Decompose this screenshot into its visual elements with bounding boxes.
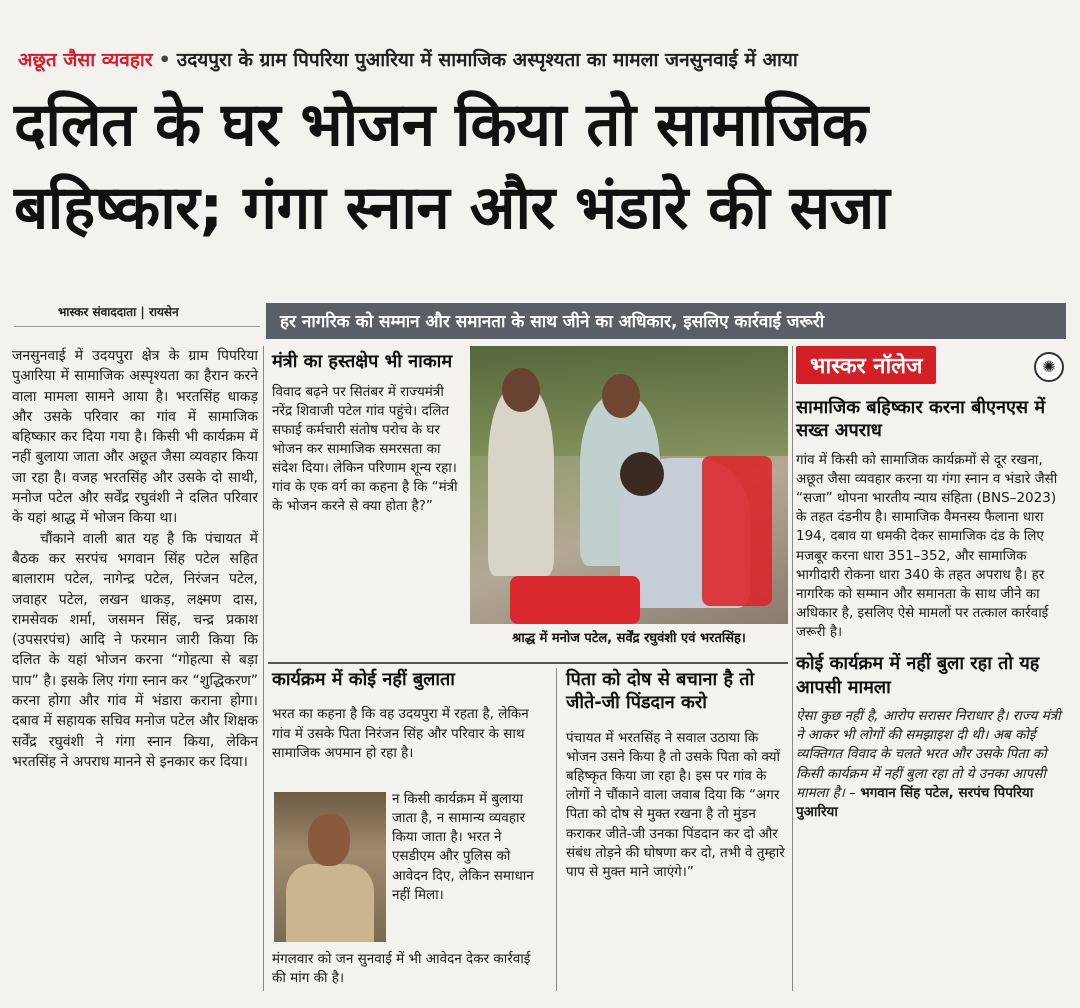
knowledge-heading: सामाजिक बहिष्कार करना बीएनएस में सख्त अपराध bbox=[796, 397, 1046, 442]
section-banner: हर नागरिक को सम्मान और समानता के साथ जीने का अधिकार, इसलिए कार्रवाई जरूरी bbox=[266, 303, 1066, 339]
left-column bbox=[12, 346, 258, 772]
sarpanch-quote bbox=[796, 707, 1066, 822]
kicker-line bbox=[18, 46, 1064, 72]
knowledge-badge: भास्कर नॉलेज bbox=[796, 346, 936, 384]
headline bbox=[14, 84, 1066, 250]
main-photo bbox=[470, 346, 788, 624]
pita-text: पंचायत में भरतसिंह ने सवाल उठाया कि भोजन उसने किया है तो उसके पिता को क्यों बहिष्कृत किया जा रहा है। इस पर गांव के लोगों ने चौंकाने वाला जवाब दिया कि “अगर पिता को दोष से मुक्त रखना है तो मुंडन कराकर जीते-जी उनका पिंडदान कर दो और संबंध तोड़ने की घोषणा कर दो, तभी वे तुम्हारे पाप से मुक्त माने जाएंगे।” bbox=[566, 729, 785, 880]
mantri-story bbox=[272, 350, 462, 516]
story-divider bbox=[268, 662, 788, 664]
karyakram-text-3: मंगलवार को जन सुनवाई में भी आवेदन देकर कार्रवाई की मांग की है। bbox=[272, 951, 531, 987]
knowledge-heading-2: कोई कार्यक्रम में नहीं बुला रहा तो यह आपसी मामला bbox=[796, 653, 1040, 698]
quote-attribution: भगवान सिंह पटेल, सरपंच पिपरिया पुआरिया bbox=[796, 784, 1034, 820]
mantri-text: विवाद बढ़ने पर सितंबर में राज्यमंत्री नरेंद्र शिवाजी पटेल गांव पहुंचे। दलित सफाई कर्मचारी संतोष परोच के घर भोजन कर सामाजिक समरसता का संदेश दिया। लेकिन परिणाम शून्य रहा। गांव के एक वर्ग का कहना है कि “मंत्री के भोजन करने से क्या होता है?” bbox=[272, 384, 458, 514]
photo-head-2 bbox=[602, 374, 640, 418]
knowledge-text: गांव में किसी को सामाजिक कार्यक्रमों से दूर रखना, अछूत जैसा व्यवहार करना या गंगा स्नान व भंडारे जैसी “सजा” थोपना भारतीय न्याय संहिता (BNS–2023) के तहत दंडनीय है। सामाजिक वैमनस्य फैलाना धारा 194, दबाव या धमकी देकर सामाजिक दंड के लिए मजबूर करना धारा 351–352, और सामाजिक भागीदारी रोकना धारा 340 के तहत अपराध है। हर नागरिक को सम्मान और समानता के साथ जीने का अधिकार है, इसलिए ऐसे मामलों पर तत्काल कार्रवाई जरूरी है। bbox=[796, 451, 1058, 641]
photo-head-1 bbox=[502, 368, 540, 412]
photo-red-chair-1 bbox=[510, 576, 640, 624]
kicker-label: अछूत जैसा व्यवहार bbox=[18, 49, 153, 71]
karyakram-heading: कार्यक्रम में कोई नहीं बुलाता bbox=[272, 669, 455, 690]
photo-body bbox=[286, 864, 374, 942]
column-divider-2 bbox=[556, 668, 557, 991]
byline-divider bbox=[14, 326, 260, 327]
karyakram-story bbox=[272, 668, 544, 763]
mantri-heading: मंत्री का हस्तक्षेप भी नाकाम bbox=[272, 351, 453, 372]
kicker-dot: • bbox=[158, 49, 171, 71]
column-divider-3 bbox=[792, 346, 793, 991]
kicker-text: उदयपुरा के ग्राम पिपरिया पुआरिया में सामाजिक अस्पृश्यता का मामला जनसुनवाई में आया bbox=[176, 49, 798, 71]
photo-head-3 bbox=[620, 452, 664, 496]
photo-face bbox=[308, 814, 350, 866]
quote-text: ऐसा कुछ नहीं है, आरोप सरासर निराधार है। राज्य मंत्री ने आकर भी लोगों की समझाइश दी थी। अब कोई व्यक्तिगत विवाद के चलते भरत और उसके पिता को किसी कार्यक्रम में नहीं बुला रहा तो ये उनका आपसी मामला है। – bbox=[796, 708, 1061, 801]
pita-heading: पिता को दोष से बचाना है तो जीते-जी पिंडदान करो bbox=[566, 669, 755, 714]
column-divider-1 bbox=[263, 346, 264, 991]
karyakram-text-1: भरत का कहना है कि वह उदयपुरा में रहता है, लेकिन गांव में उसके पिता निरंजन सिंह और परिवार के साथ सामाजिक अपमान हो रहा है। bbox=[272, 706, 529, 761]
bharat-singh-photo bbox=[274, 792, 386, 942]
karyakram-text-2: न किसी कार्यक्रम में बुलाया जाता है, न सामान्य व्यवहार किया जाता है। भरत ने एसडीएम और पुलिस को आवेदन दिए, लेकिन समाधान नहीं मिला। bbox=[392, 791, 534, 903]
main-photo-caption: श्राद्ध में मनोज पटेल, सर्वेंद्र रघुवंशी एवं भरतसिंह। bbox=[512, 631, 746, 646]
pita-story bbox=[566, 668, 790, 882]
left-para-1: जनसुनवाई में उदयपुरा क्षेत्र के ग्राम पिपरिया पुआरिया में सामाजिक अस्पृश्यता का हैरान करने वाला मामला सामने आया है। भरतसिंह धाकड़ और उसके परिवार का गांव में सामाजिक बहिष्कार कर दिया गया है। किसी भी कार्यक्रम में नहीं बुलाया जाता और अछूत जैसा व्यवहार किया जा रहा है। वजह भरतसिंह और उसके दो साथी, मनोज पटेल और सर्वेंद्र रघुवंशी ने दलित परिवार के यहां श्राद्ध में भोजन किया था। bbox=[12, 348, 258, 527]
knowledge-box bbox=[796, 346, 1066, 822]
headline-line-2: बहिष्कार; गंगा स्नान और भंडारे की सजा bbox=[14, 172, 890, 243]
brain-icon: ✺ bbox=[1034, 352, 1064, 382]
photo-person-1 bbox=[488, 386, 554, 576]
byline: भास्कर संवाददाता | रायसेन bbox=[58, 305, 179, 319]
left-para-2: चौंकाने वाली बात यह है कि पंचायत में बैठक कर सरपंच भगवान सिंह पटेल सहित बालाराम पटेल, नागेन्द्र पटेल, निरंजन पटेल, जवाहर पटेल, लखन धाकड़, लक्ष्मण दास, रामसेवक शर्मा, जसमन सिंह, चन्द्र प्रकाश (उपसरपंच) आदि ने फरमान जारी किया कि दलित के यहां भोजन करना “गोहत्या से बड़ा पाप” है। इसके लिए गंगा स्नान कर “शुद्धिकरण” करना होगा और गांव में भंडारा कराना होगा। दबाव में सहायक सचिव मनोज पटेल और शिक्षक सर्वेंद्र रघुवंशी ने गंगा स्नान किया, लेकिन भरतसिंह ने अपराध मानने से इनकार कर दिया। bbox=[12, 530, 258, 770]
headline-line-1: दलित के घर भोजन किया तो सामाजिक bbox=[14, 90, 868, 160]
photo-red-chair-2 bbox=[702, 456, 772, 606]
